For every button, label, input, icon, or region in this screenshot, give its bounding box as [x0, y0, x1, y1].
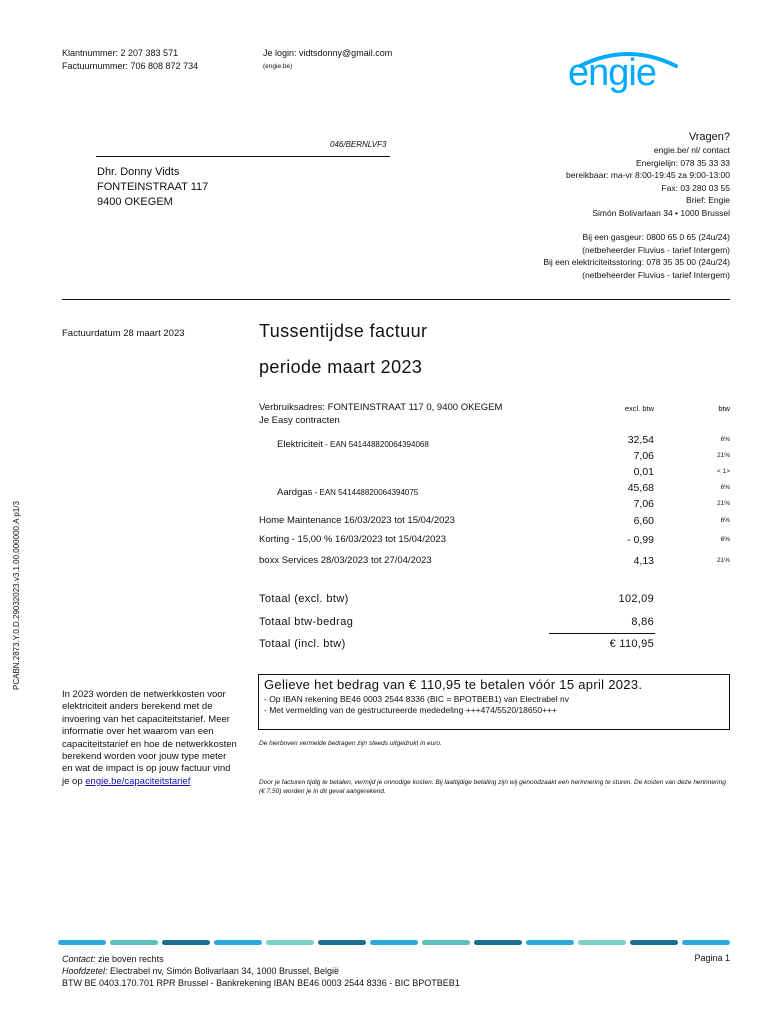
invoice-period: periode maart 2023 [259, 357, 423, 377]
invoice-date: Factuurdatum 28 maart 2023 [62, 328, 185, 339]
line-vat: 21% [716, 452, 730, 459]
consumption-address: Verbruiksadres: FONTEINSTRAAT 117 0, 9400 OKEGEM [259, 402, 503, 413]
total-incl-value: € 110,95 [609, 638, 654, 650]
line-vat: 21% [716, 500, 730, 507]
stripe-segment [318, 940, 366, 945]
payment-instruction: Gelieve het bedrag van € 110,95 te betalen vóór 15 april 2023. [264, 677, 643, 692]
stripe-segment [474, 940, 522, 945]
gas-line [277, 482, 418, 500]
logo-wordmark: engie [568, 52, 656, 94]
recipient-city: 9400 OKEGEM [97, 196, 173, 208]
footer-info [62, 953, 460, 989]
gas-label: Aardgas [277, 487, 313, 498]
login-info: Je login: vidtsdonny@gmail.com [263, 48, 393, 58]
total-divider [549, 633, 655, 634]
stripe-segment [370, 940, 418, 945]
reference-code: 046/BERNLVF3 [330, 140, 387, 149]
footer-vat-line: BTW BE 0403.170.701 RPR Brussel - Bankrekening IBAN BE46 0003 2544 8336 - BIC BPOTBEB1 [62, 978, 460, 988]
footer-hq [62, 965, 460, 977]
line-amount: 7,06 [633, 450, 654, 462]
payment-reference: - Met vermelding van de gestructureerde mededeling +++474/5520/18650+++ [264, 705, 557, 715]
footer-hq-label: Hoofdzetel: [62, 966, 108, 976]
contact-postal: Simón Bolivarlaan 34 • 1000 Brussel [592, 207, 730, 218]
contact-hours: bereikbaar: ma-vr 8:00-19:45 za 9:00-13:00 [566, 170, 730, 180]
line-amount: 4,13 [633, 555, 654, 567]
recipient-address [97, 165, 208, 210]
stripe-segment [630, 940, 678, 945]
gas-operator: (netbeheerder Fluvius - tarief Intergem) [582, 244, 730, 255]
euro-note: De hierboven vermelde bedragen zijn steeds uitgedrukt in euro. [259, 740, 442, 747]
total-excl-value: 102,09 [618, 593, 654, 605]
line-vat: < 1> [716, 468, 730, 475]
line-vat: 21% [716, 557, 730, 564]
discount-label: Korting - 15,00 % 16/03/2023 tot 15/04/2023 [259, 534, 446, 545]
line-amount: 32,54 [627, 434, 654, 446]
footer-contact-label: Contact: [62, 954, 96, 964]
late-payment-note: Door je facturen tijdig te betalen, vermijd je onnodige kosten. Bij laattijdige betaling zijn wij genoodzaakt een herinnering te sturen. De kosten van deze herinnering (€ 7,50) worden je in dit geval aangerekend. [259, 779, 726, 795]
gas-emergency: Bij een gasgeur: 0800 65 0 65 (24u/24) [582, 232, 730, 242]
contact-title: Vragen? [688, 131, 730, 143]
stripe-segment [422, 940, 470, 945]
power-emergency: Bij een elektriciteitsstoring: 078 35 35 00 (24u/24) [543, 257, 730, 267]
line-amount: 6,60 [633, 515, 654, 527]
capacity-tariff-text: In 2023 worden de netwerkkosten voor elektriciteit anders berekend met de invoering van het capaciteitstarief. Meer informatie over het waarom van een capaciteitstarief en hoe de netwerkkosten berekend worden voor jouw type meter en wat de impact is op jouw factuur vind je op [62, 689, 237, 787]
col-vat: btw [718, 404, 730, 413]
line-vat: 6% [720, 517, 730, 524]
electricity-ean: - EAN 541448820064394068 [322, 440, 429, 449]
stripe-segment [58, 940, 106, 945]
contact-url: engie.be/ nl/ contact [653, 145, 730, 155]
payment-box [258, 674, 730, 730]
customer-number: Klantnummer: 2 207 383 571 [62, 48, 179, 58]
recipient-street: FONTEINSTRAAT 117 [97, 181, 209, 193]
col-excl-vat: excl. btw [624, 404, 654, 413]
total-vat-label: Totaal btw-bedrag [259, 616, 354, 628]
capacity-tariff-note [62, 689, 237, 788]
gas-ean: - EAN 541448820064394075 [312, 488, 419, 497]
line-amount: - 0,99 [627, 534, 654, 546]
footer-hq-value: Electrabel nv, Simón Bolivarlaan 34, 1000 Brussel, België [107, 966, 339, 976]
stripe-segment [682, 940, 730, 945]
stripe-segment [214, 940, 262, 945]
page-number: Pagina 1 [694, 953, 730, 963]
boxx-services-label: boxx Services 28/03/2023 tot 27/04/2023 [259, 555, 432, 566]
footer-contact-value: zie boven rechts [95, 954, 164, 964]
line-vat: 6% [720, 536, 730, 543]
power-operator: (netbeheerder Fluvius - tarief Intergem) [582, 269, 730, 280]
recipient-name: Dhr. Donny Vidts [97, 166, 180, 178]
total-incl-label: Totaal (incl. btw) [259, 638, 346, 650]
header-divider [62, 299, 730, 300]
stripe-segment [578, 940, 626, 945]
document-reference: PCABN.2873.Y.0.D.29032023.v3.1.00.000000.A p1/3 [12, 501, 21, 690]
contact-phone: Energielijn: 078 35 33 33 [635, 157, 730, 168]
total-vat-value: 8,86 [631, 616, 654, 628]
stripe-segment [266, 940, 314, 945]
contract-label: Je Easy contracten [259, 415, 340, 426]
line-amount: 0,01 [633, 466, 654, 478]
line-vat: 6% [720, 436, 730, 443]
invoice-number: Factuurnummer: 706 808 872 734 [62, 61, 199, 71]
home-maintenance-label: Home Maintenance 16/03/2023 tot 15/04/2023 [259, 515, 455, 526]
footer-contact [62, 953, 460, 965]
electricity-label: Elektriciteit [277, 439, 323, 450]
address-divider [96, 156, 390, 157]
emergency-block [400, 231, 730, 281]
contact-letter: Brief: Engie [686, 195, 730, 205]
contact-block [400, 130, 730, 219]
payment-iban: - Op IBAN rekening BE46 0003 2544 8336 (BIC = BPOTBEB1) van Electrabel nv [264, 694, 569, 704]
stripe-segment [110, 940, 158, 945]
capacity-tariff-link[interactable]: engie.be/capaciteitstarief [85, 775, 191, 787]
contact-fax: Fax: 03 280 03 55 [661, 182, 730, 193]
login-domain: (engie.be) [263, 63, 293, 70]
line-vat: 6% [720, 484, 730, 491]
electricity-line [277, 434, 429, 452]
total-excl-label: Totaal (excl. btw) [259, 593, 349, 605]
line-amount: 7,06 [633, 498, 654, 510]
stripe-segment [162, 940, 210, 945]
invoice-title: Tussentijdse factuur [259, 321, 428, 341]
stripe-segment [526, 940, 574, 945]
line-amount: 45,68 [627, 482, 654, 494]
